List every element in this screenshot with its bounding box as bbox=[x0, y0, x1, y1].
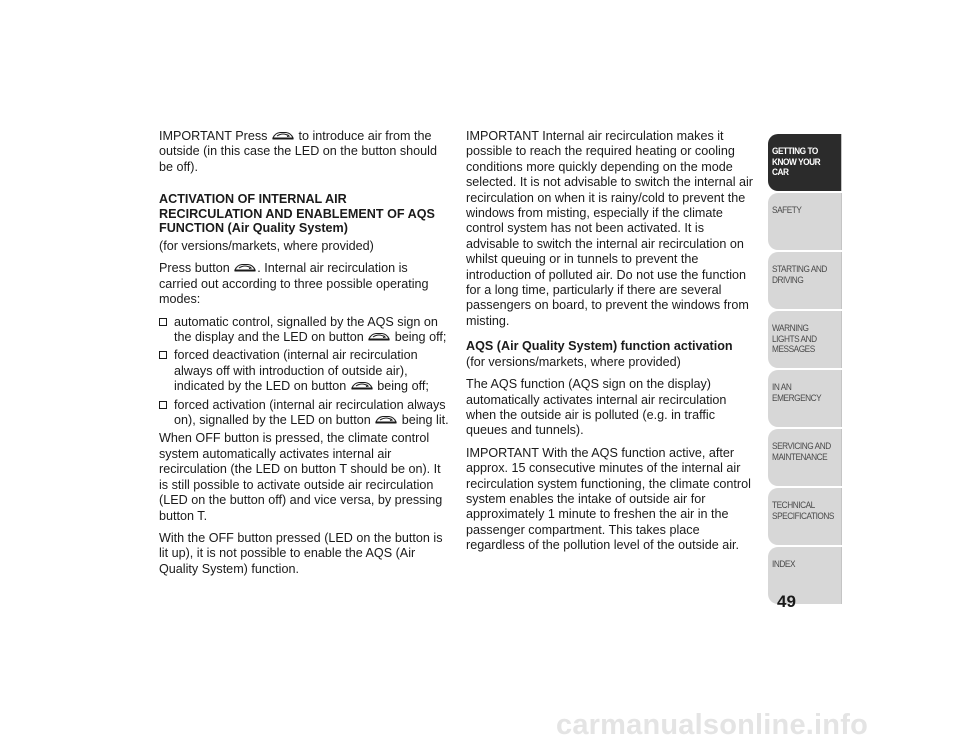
text-fragment: forced deactivation (internal air recirculation always off with introduction of outside air), indicated by the LED on button bbox=[174, 348, 418, 394]
text-fragment: . Internal air recirculation is carried out according to three possible operating modes: bbox=[159, 261, 429, 307]
tab-label: SERVICING AND MAINTENANCE bbox=[772, 441, 831, 462]
text-fragment: forced activation (internal air recirculation always on), signalled by the LED on button bbox=[174, 397, 446, 428]
list-item bbox=[159, 348, 449, 394]
tab-starting-and-driving[interactable] bbox=[768, 252, 842, 309]
text-fragment: Press button bbox=[159, 261, 230, 276]
car-recirculation-icon bbox=[375, 414, 397, 425]
car-recirculation-icon bbox=[234, 262, 256, 273]
text-fragment: being off; bbox=[377, 379, 429, 394]
text-fragment: IMPORTANT Press bbox=[159, 129, 268, 143]
versions-note: (for versions/markets, where provided) bbox=[466, 354, 681, 369]
tab-in-an-emergency[interactable] bbox=[768, 370, 842, 427]
text-fragment: being off; bbox=[394, 330, 447, 345]
tab-label: TECHNICAL SPECIFICATIONS bbox=[772, 500, 835, 521]
aqs-disabled-paragraph: With the OFF button pressed (LED on the button is lit up), it is not possible to enable the AQS (Air Quality System) function. bbox=[159, 530, 443, 576]
tab-label: IN AN EMERGENCY bbox=[772, 382, 822, 403]
list-item bbox=[159, 398, 449, 429]
tab-getting-to-know-your-car[interactable] bbox=[768, 134, 842, 191]
text-fragment: being lit. bbox=[401, 413, 449, 428]
checkbox-bullet-icon bbox=[159, 318, 167, 326]
press-button-paragraph bbox=[159, 261, 449, 307]
section-heading-activation: ACTIVATION OF INTERNAL AIR RECIRCULATION AND ENABLEMENT OF AQS FUNCTION (Air Quality System) bbox=[159, 192, 435, 236]
checkbox-bullet-icon bbox=[159, 401, 167, 409]
tab-label: WARNING LIGHTS AND MESSAGES bbox=[772, 323, 817, 355]
versions-note: (for versions/markets, where provided) bbox=[159, 239, 374, 253]
checkbox-bullet-icon bbox=[159, 351, 167, 359]
section-heading-aqs: AQS (Air Quality System) function activation bbox=[466, 339, 733, 354]
important-aqs-paragraph: IMPORTANT With the AQS function active, after approx. 15 consecutive minutes of the internal air recirculation system functioning, the climate control system enables the intake of outside air for approximately 1 minute to freshen the air in the passenger compartment. This takes place regardless of the pollution level of the outside air. bbox=[466, 445, 751, 553]
text-fragment: to introduce air from the outside (in this case the LED on the button should be off). bbox=[159, 129, 437, 174]
tab-label: STARTING AND DRIVING bbox=[772, 264, 827, 285]
list-item bbox=[159, 315, 449, 346]
off-button-paragraph: When OFF button is pressed, the climate control system automatically activates internal air recirculation (the LED on button T should be on). It is still possible to activate outside air recirculation (LED on the button off) and vice versa, by pressing button T. bbox=[159, 431, 443, 523]
tab-label: SAFETY bbox=[772, 205, 802, 215]
car-recirculation-icon bbox=[351, 380, 373, 391]
text-fragment: automatic control, signalled by the AQS sign on the display and the LED on button bbox=[174, 314, 438, 345]
tab-servicing-and-maintenance[interactable] bbox=[768, 429, 842, 486]
car-recirculation-icon bbox=[368, 331, 390, 342]
important-note-outside-air bbox=[159, 129, 449, 175]
tab-warning-lights[interactable] bbox=[768, 311, 842, 368]
watermark: carmanualsonline.info bbox=[556, 709, 868, 741]
aqs-function-paragraph: The AQS function (AQS sign on the display) automatically activates internal air recirculation when the outside air is polluted (e.g. in traffic queues and tunnels). bbox=[466, 377, 727, 438]
tab-safety[interactable] bbox=[768, 193, 842, 250]
tab-label: GETTING TO KNOW YOUR CAR bbox=[772, 146, 821, 178]
page-number: 49 bbox=[777, 592, 796, 611]
left-column bbox=[159, 129, 449, 584]
car-recirculation-icon bbox=[272, 130, 294, 141]
right-column bbox=[466, 129, 758, 561]
important-recirculation-paragraph: IMPORTANT Internal air recirculation makes it possible to reach the required heating or cooling conditions more quickly depending on the mode selected. It is not advisable to switch the internal air recirculation on when it is rainy/cold to prevent the windows from misting, especially if the climate control system has not been activated. It is advisable to switch the internal air recirculation on whilst queuing or in tunnels to prevent the introduction of polluted air. Do not use the function for a long time, particularly if there are several passengers on board, to prevent the windows from misting. bbox=[466, 129, 754, 328]
tab-label: INDEX bbox=[772, 559, 796, 569]
tab-technical-specifications[interactable] bbox=[768, 488, 842, 545]
chapter-tabs bbox=[768, 134, 842, 606]
